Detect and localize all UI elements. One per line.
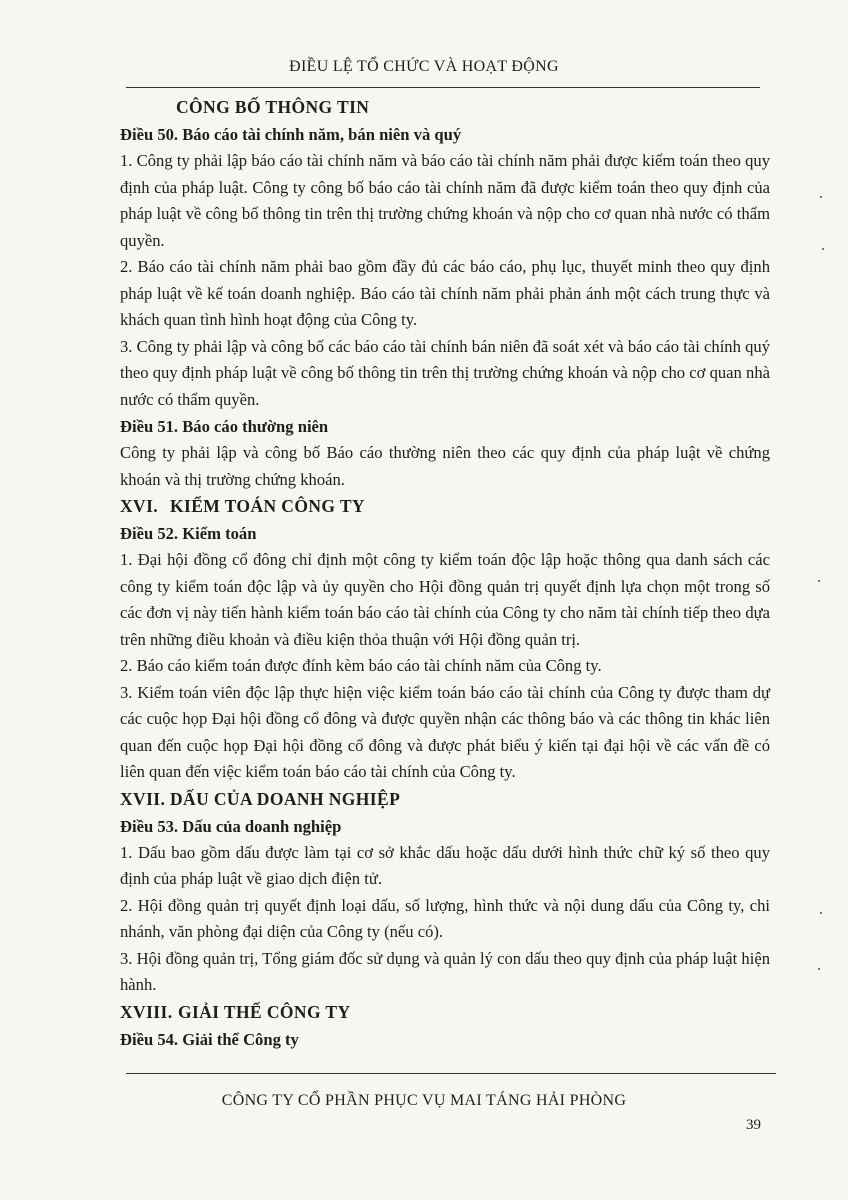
section-number: XVI.	[120, 496, 159, 516]
scan-speck	[822, 248, 824, 250]
section-heading	[120, 493, 770, 520]
section-title: GIẢI THỂ CÔNG TY	[178, 1001, 351, 1022]
page-number: 39	[746, 1117, 761, 1133]
article-heading: Điều 51. Báo cáo thường niên	[120, 417, 329, 436]
article-heading: Điều 52. Kiểm toán	[120, 524, 257, 543]
page-content	[120, 94, 770, 1053]
article-heading: Điều 50. Báo cáo tài chính năm, bán niên và quý	[120, 125, 462, 144]
scan-speck	[818, 580, 820, 582]
footer-rule	[126, 1073, 776, 1074]
paragraph: 2. Báo cáo kiểm toán được đính kèm báo cáo tài chính năm của Công ty.	[120, 656, 602, 675]
paragraph: Công ty phải lập và công bố Báo cáo thường niên theo các quy định của pháp luật về chứng khoán và thị trường chứng khoán.	[120, 443, 770, 489]
running-header: ĐIỀU LỆ TỔ CHỨC VÀ HOẠT ĐỘNG	[289, 58, 559, 75]
scan-speck	[820, 912, 822, 914]
paragraph: 3. Hội đồng quản trị, Tổng giám đốc sử dụng và quản lý con dấu theo quy định của pháp luật hiện hành.	[120, 948, 770, 994]
scan-speck	[820, 196, 822, 198]
section-number: XVIII.	[120, 1001, 173, 1022]
section-heading	[120, 999, 770, 1026]
article-heading: Điều 54. Giải thể Công ty	[120, 1029, 299, 1049]
section-title: KIỂM TOÁN CÔNG TY	[170, 496, 365, 516]
section-heading	[120, 786, 770, 813]
paragraph: 1. Dấu bao gồm dấu được làm tại cơ sở khắc dấu hoặc dấu dưới hình thức chữ ký số theo quy định của pháp luật về giao dịch điện tử.	[120, 842, 770, 888]
paragraph: 1. Công ty phải lập báo cáo tài chính năm và báo cáo tài chính năm phải được kiểm toán theo quy định của pháp luật. Công ty công bố báo cáo tài chính năm đã được kiểm toán theo quy định của pháp luật về công bố thông tin trên thị trường chứng khoán và nộp cho cơ quan nhà nước có thẩm quyền.	[120, 151, 770, 250]
paragraph: 2. Hội đồng quản trị quyết định loại dấu, số lượng, hình thức và nội dung dấu của Công ty, chi nhánh, văn phòng đại diện của Công ty (nếu có).	[120, 895, 770, 941]
section-number: XVII.	[120, 788, 166, 809]
section-heading	[120, 94, 770, 121]
section-title: CÔNG BỐ THÔNG TIN	[176, 97, 370, 117]
paragraph: 3. Công ty phải lập và công bố các báo cáo tài chính bán niên đã soát xét và báo cáo tài chính quý theo quy định pháp luật về công bố thông tin trên thị trường chứng khoán và nộp cho cơ quan nhà nước có thẩm quyền.	[120, 336, 770, 409]
running-footer: CÔNG TY CỔ PHẦN PHỤC VỤ MAI TÁNG HẢI PHÒNG	[221, 1092, 627, 1109]
paragraph: 3. Kiểm toán viên độc lập thực hiện việc kiểm toán báo cáo tài chính của Công ty được tham dự các cuộc họp Đại hội đồng cổ đông và được quyền nhận các thông báo và các thông tin khác liên quan đến cuộc họp Đại hội đồng cổ đông và được phát biểu ý kiến tại đại hội về các vấn đề có liên quan đến việc kiểm toán báo cáo tài chính của Công ty.	[120, 682, 770, 781]
scan-speck	[818, 968, 820, 970]
article-heading: Điều 53. Dấu của doanh nghiệp	[120, 816, 342, 836]
paragraph: 1. Đại hội đồng cổ đông chỉ định một công ty kiểm toán độc lập hoặc thông qua danh sách các công ty kiểm toán độc lập và ủy quyền cho Hội đồng quản trị quyết định lựa chọn một trong số các đơn vị này tiến hành kiểm toán báo cáo tài chính của Công ty cho năm tài chính tiếp theo dựa trên những điều khoản và điều kiện thỏa thuận với Hội đồng quản trị.	[120, 550, 770, 649]
header-rule	[126, 87, 760, 88]
paragraph: 2. Báo cáo tài chính năm phải bao gồm đầy đủ các báo cáo, phụ lục, thuyết minh theo quy định pháp luật về kế toán doanh nghiệp. Báo cáo tài chính năm phải phản ánh một cách trung thực và khách quan tình hình hoạt động của Công ty.	[120, 257, 770, 329]
section-title: DẤU CỦA DOANH NGHIỆP	[170, 788, 401, 809]
